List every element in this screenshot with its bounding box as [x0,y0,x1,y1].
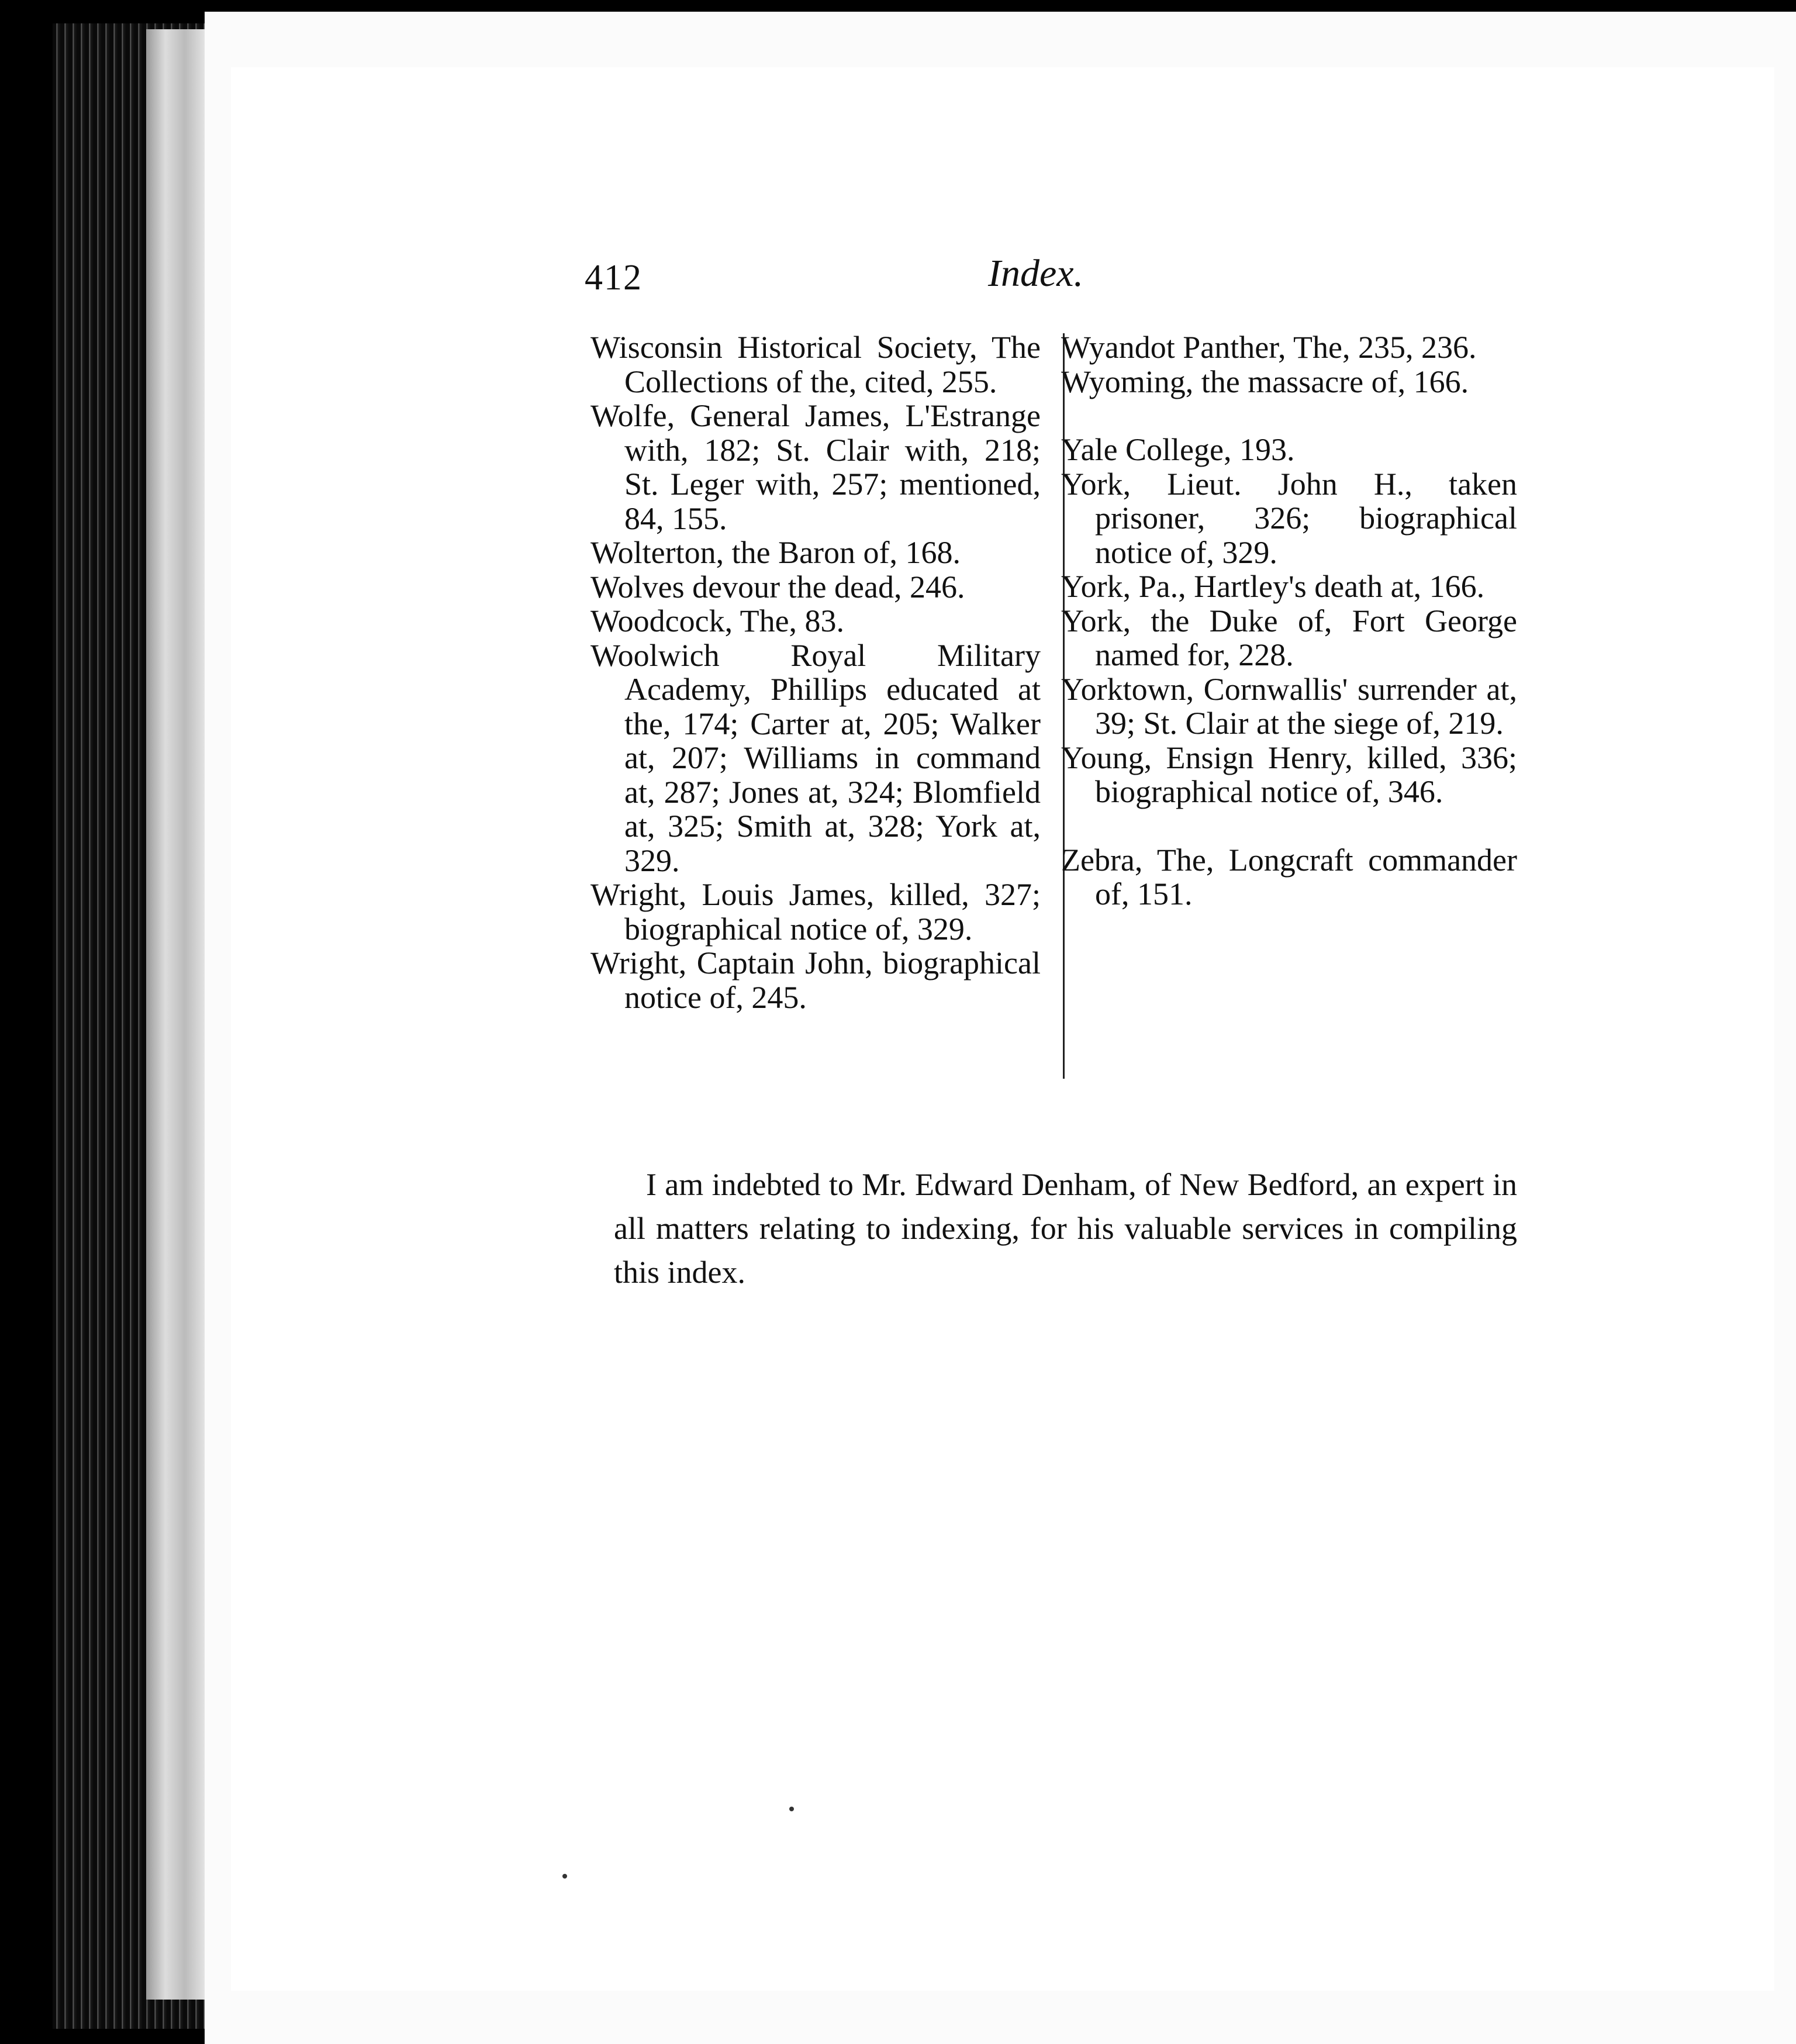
index-entry: York, the Duke of, Fort George named for, 228. [1061,603,1517,672]
index-entry: Wolves devour the dead, 246. [590,569,965,605]
letter-gap [1061,809,1517,843]
index-column-left [590,330,1041,1014]
index-entry: Wyandot Panther, The, 235, 236. [1061,330,1477,365]
running-head [585,251,1543,304]
index-entry: Wright, Louis James, killed, 327; biographical notice of, 329. [590,877,1041,947]
index-entry: Wolterton, the Baron of, 168. [590,535,961,570]
print-speck [562,1874,567,1879]
index-entry: Woolwich Royal Military Academy, Phillips educated at the, 174; Carter at, 205; Walker at, 207; Williams in command at, 287; Jones at, 324; Blomfield at, 325; Smith at, 328; York at, 329. [590,637,1041,878]
index-entry: Woodcock, The, 83. [590,603,845,638]
index-entry: Wright, Captain John, biographical notice of, 245. [590,945,1041,1015]
index-entry: York, Lieut. John H., taken prisoner, 326; biographical notice of, 329. [1061,466,1517,570]
index-column-right [1061,330,1517,911]
index-entry: Yorktown, Cornwallis' surrender at, 39; St. Clair at the siege of, 219. [1061,671,1517,741]
acknowledgement-note: I am indebted to Mr. Edward Denham, of New Bedford, an expert in all matters relating to indexing, for his valuable services in compiling this index. [614,1167,1517,1290]
page-number: 412 [585,258,643,298]
index-entry: Wyoming, the massacre of, 166. [1061,364,1469,399]
index-entry: Young, Ensign Henry, killed, 336; biographical notice of, 346. [1061,740,1517,809]
print-speck [789,1807,794,1811]
running-title: Index. [988,252,1084,295]
index-entry: Wisconsin Historical Society, The Collections of the, cited, 255. [590,330,1041,399]
index-entry: Wolfe, General James, L'Estrange with, 182; St. Clair with, 218; St. Leger with, 257; mentioned, 84, 155. [590,398,1041,536]
page-edge-highlight [146,29,210,2000]
index-entry: York, Pa., Hartley's death at, 166. [1061,569,1485,604]
index-entry: Yale College, 193. [1061,432,1295,467]
letter-gap [1061,399,1517,433]
index-entry: Zebra, The, Longcraft commander of, 151. [1061,842,1517,911]
book-edge-area [0,0,234,2044]
